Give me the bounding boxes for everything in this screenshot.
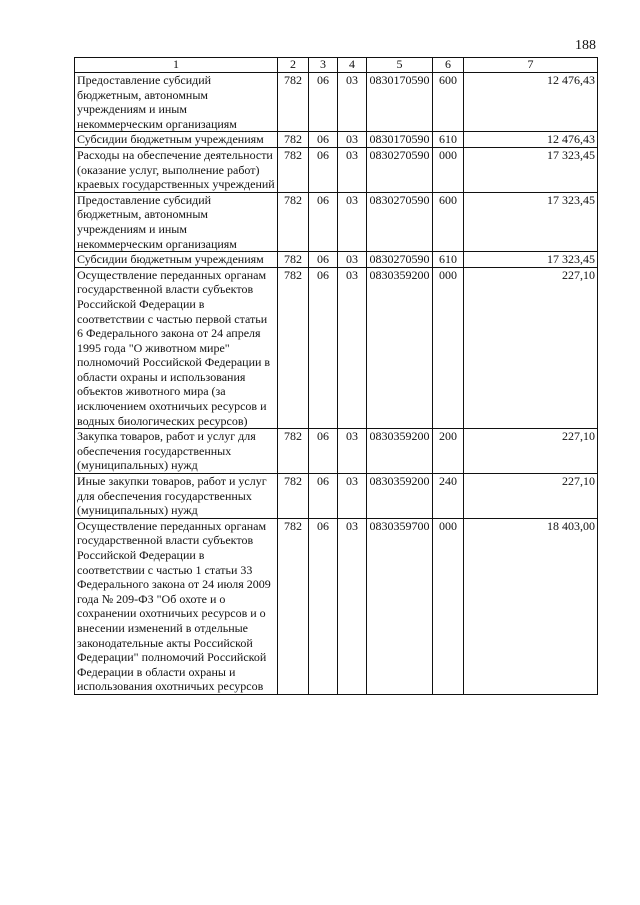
budget-table bbox=[74, 57, 598, 695]
row-col3: 06 bbox=[309, 518, 338, 694]
table-row bbox=[75, 73, 598, 132]
row-name: Предоставление субсидий бюджетным, автономным учреждениям и иным некоммерческим организациям bbox=[75, 192, 278, 251]
row-col5: 0830170590 bbox=[367, 132, 433, 148]
row-col2: 782 bbox=[278, 73, 309, 132]
table-row bbox=[75, 267, 598, 429]
table-row bbox=[75, 147, 598, 192]
column-header: 3 bbox=[309, 58, 338, 73]
row-col4: 03 bbox=[338, 429, 367, 474]
page-number: 188 bbox=[575, 38, 596, 53]
row-col4: 03 bbox=[338, 192, 367, 251]
row-col4: 03 bbox=[338, 73, 367, 132]
row-col4: 03 bbox=[338, 147, 367, 192]
column-header: 1 bbox=[75, 58, 278, 73]
row-col5: 0830359200 bbox=[367, 267, 433, 429]
row-col2: 782 bbox=[278, 252, 309, 268]
row-col5: 0830170590 bbox=[367, 73, 433, 132]
row-name: Иные закупки товаров, работ и услуг для обеспечения государственных (муниципальных) нужд bbox=[75, 474, 278, 519]
row-sum: 227,10 bbox=[464, 474, 598, 519]
row-sum: 17 323,45 bbox=[464, 147, 598, 192]
column-header: 7 bbox=[464, 58, 598, 73]
row-col6: 600 bbox=[433, 192, 464, 251]
row-name: Расходы на обеспечение деятельности (оказание услуг, выполнение работ) краевых государственных учреждений bbox=[75, 147, 278, 192]
row-name: Осуществление переданных органам государственной власти субъектов Российской Федерации в соответствии с частью первой статьи 6 Федерального закона от 24 апреля 1995 года "О животном мире" полномочий Российской Федерации в области охраны и использования объектов животного мира (за исключением охотничьих ресурсов и водных биологических ресурсов) bbox=[75, 267, 278, 429]
row-name: Субсидии бюджетным учреждениям bbox=[75, 252, 278, 268]
row-col3: 06 bbox=[309, 132, 338, 148]
row-col3: 06 bbox=[309, 429, 338, 474]
row-col3: 06 bbox=[309, 474, 338, 519]
row-col2: 782 bbox=[278, 474, 309, 519]
row-col5: 0830359200 bbox=[367, 474, 433, 519]
table-row bbox=[75, 252, 598, 268]
row-col6: 000 bbox=[433, 267, 464, 429]
row-col3: 06 bbox=[309, 192, 338, 251]
row-sum: 17 323,45 bbox=[464, 192, 598, 251]
row-col4: 03 bbox=[338, 132, 367, 148]
row-col6: 200 bbox=[433, 429, 464, 474]
row-col5: 0830359200 bbox=[367, 429, 433, 474]
row-sum: 227,10 bbox=[464, 429, 598, 474]
table-row bbox=[75, 192, 598, 251]
row-col5: 0830270590 bbox=[367, 147, 433, 192]
row-col3: 06 bbox=[309, 147, 338, 192]
row-col2: 782 bbox=[278, 518, 309, 694]
row-sum: 12 476,43 bbox=[464, 132, 598, 148]
row-col2: 782 bbox=[278, 192, 309, 251]
row-col6: 610 bbox=[433, 132, 464, 148]
row-col4: 03 bbox=[338, 474, 367, 519]
row-sum: 12 476,43 bbox=[464, 73, 598, 132]
row-col6: 000 bbox=[433, 518, 464, 694]
table-row bbox=[75, 518, 598, 694]
row-col6: 240 bbox=[433, 474, 464, 519]
row-sum: 227,10 bbox=[464, 267, 598, 429]
row-col2: 782 bbox=[278, 132, 309, 148]
row-col3: 06 bbox=[309, 252, 338, 268]
row-name: Закупка товаров, работ и услуг для обеспечения государственных (муниципальных) нужд bbox=[75, 429, 278, 474]
row-col5: 0830270590 bbox=[367, 252, 433, 268]
row-sum: 18 403,00 bbox=[464, 518, 598, 694]
header-row bbox=[75, 58, 598, 73]
row-col4: 03 bbox=[338, 252, 367, 268]
column-header: 2 bbox=[278, 58, 309, 73]
row-col4: 03 bbox=[338, 267, 367, 429]
row-col6: 600 bbox=[433, 73, 464, 132]
table-row bbox=[75, 132, 598, 148]
row-col2: 782 bbox=[278, 267, 309, 429]
row-name: Предоставление субсидий бюджетным, автономным учреждениям и иным некоммерческим организациям bbox=[75, 73, 278, 132]
row-col2: 782 bbox=[278, 147, 309, 192]
row-col5: 0830270590 bbox=[367, 192, 433, 251]
row-col5: 0830359700 bbox=[367, 518, 433, 694]
table-row bbox=[75, 474, 598, 519]
row-col4: 03 bbox=[338, 518, 367, 694]
row-sum: 17 323,45 bbox=[464, 252, 598, 268]
row-name: Субсидии бюджетным учреждениям bbox=[75, 132, 278, 148]
row-col3: 06 bbox=[309, 73, 338, 132]
column-header: 4 bbox=[338, 58, 367, 73]
row-col3: 06 bbox=[309, 267, 338, 429]
row-name: Осуществление переданных органам государственной власти субъектов Российской Федерации в соответствии с частью 1 статьи 33 Федерального закона от 24 июля 2009 года № 209-ФЗ "Об охоте и о сохранении охотничьих ресурсов и о внесении изменений в отдельные законодательные акты Российской Федерации" полномочий Российской Федерации в области охраны и использования охотничьих ресурсов bbox=[75, 518, 278, 694]
row-col6: 610 bbox=[433, 252, 464, 268]
table-row bbox=[75, 429, 598, 474]
row-col6: 000 bbox=[433, 147, 464, 192]
row-col2: 782 bbox=[278, 429, 309, 474]
column-header: 6 bbox=[433, 58, 464, 73]
column-header: 5 bbox=[367, 58, 433, 73]
